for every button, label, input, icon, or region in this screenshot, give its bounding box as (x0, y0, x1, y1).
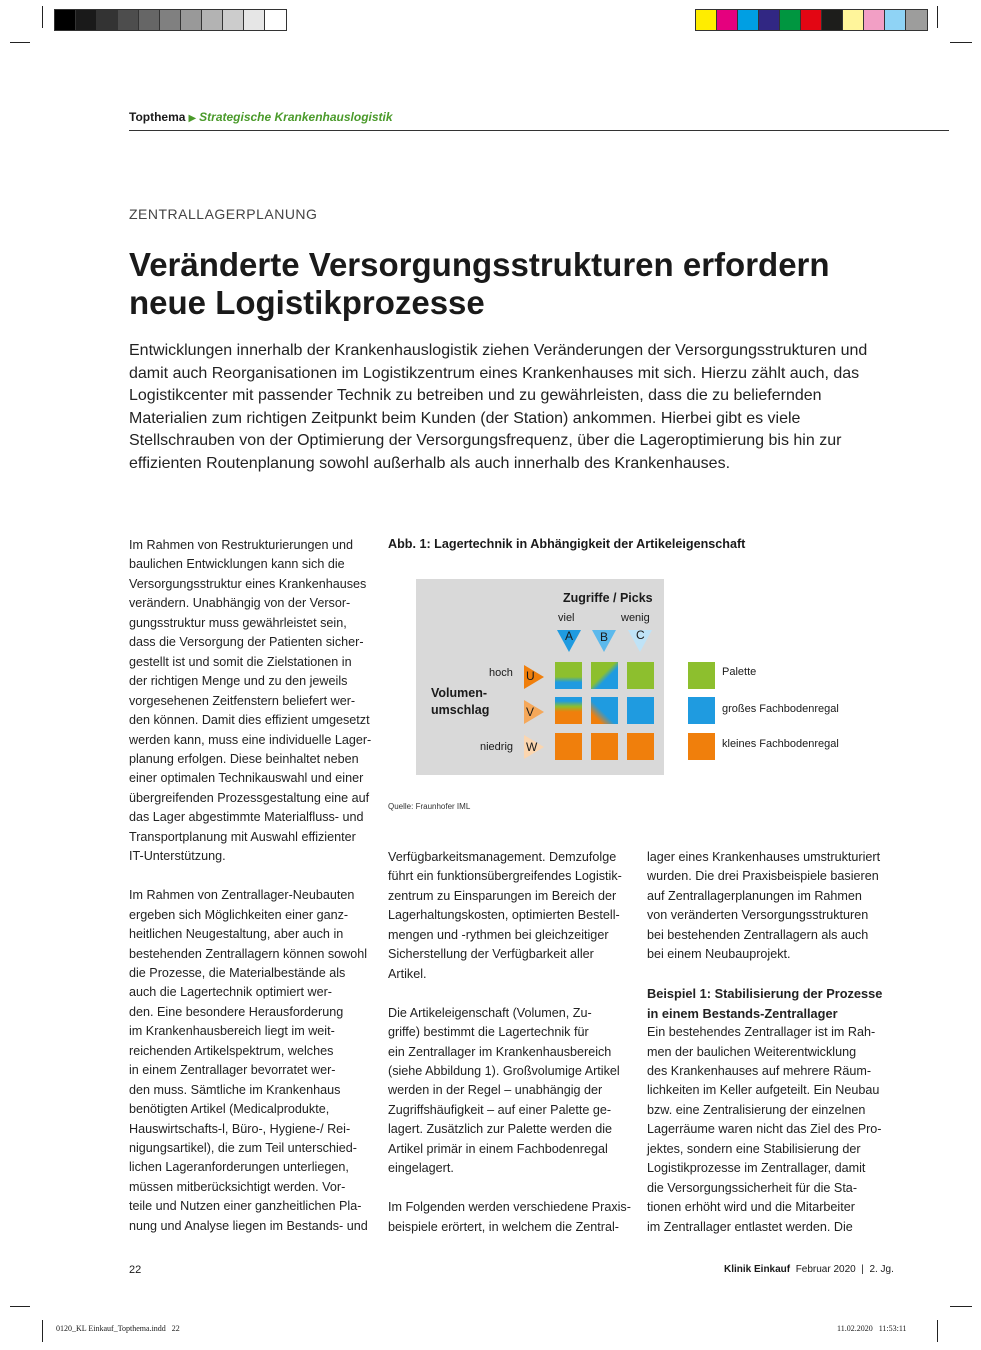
text-line: den können. Damit dies effizient umgesetzt (129, 713, 370, 728)
text-line: Lagerräume waren nicht das Ziel des Pro- (647, 1122, 882, 1137)
text-line: bei einem Neubauprojekt. (647, 947, 791, 962)
volume-label-line: umschlag (431, 703, 490, 717)
text-line: die Prozesse, die Materialbestände als (129, 965, 346, 980)
cell-v-b (591, 697, 618, 724)
text-line: nung und Analyse liegen im Bestands- und (129, 1218, 368, 1233)
text-line: die Versorgungssicherheit für die Sta- (647, 1180, 858, 1195)
text-line: müssen mitberücksichtigt werden. Vor- (129, 1179, 346, 1194)
volume-label-line: Volumen- (431, 686, 488, 700)
subsection-label: Strategische Krankenhauslogistik (199, 110, 393, 124)
text-line: den muss. Sämtliche im Krankenhaus (129, 1082, 341, 1097)
text-line: auch die Lagertechnik optimiert wer- (129, 985, 333, 1000)
section-label: Topthema (129, 110, 186, 124)
row-high-label: hoch (489, 667, 513, 679)
lead-paragraph: Entwicklungen innerhalb der Krankenhauslogistik ziehen Veränderungen der Versorgungsstrukturen und damit auch Reorganisationen im Logistikzentrum eines Krankenhauses mit sich. Hierzu zählt auch, das Logistikcenter mit passender Technik zu betreiben und zu gewährleisten, dass die zu beliefernden Materialien zum richtigen Zeitpunkt beim Kunden (der Station) ankommen. Hierbei gibt es viele Stellschrauben von der Optimierung der Versorgungsfrequenz, über die Lageroptimierung bis hin zur effizienten Routenplanung sowohl außerhalb als auch innerhalb des Krankenhauses. (129, 342, 868, 472)
text-line: planung erfolgen. Diese beinhaltet neben (129, 751, 359, 766)
text-line: benötigten Artikel (Medicalprodukte, (129, 1102, 330, 1117)
text-line: Artikel primär in einem Fachbodenregal (388, 1141, 608, 1156)
text-line: bestehenden Zentrallagern können sowohl (129, 946, 368, 961)
picks-many-label: viel (558, 612, 575, 624)
text-line: jektes, sondern eine Stabilisierung der (647, 1141, 861, 1156)
text-line: führt ein funktionsübergreifendes Logistik- (388, 869, 622, 884)
text-line: der richtigen Menge und zu den jeweils (129, 674, 348, 689)
text-line: lagert. Zusätzlich zur Palette werden die (388, 1122, 613, 1137)
text-line: bei bestehenden Zentrallagern als auch (647, 927, 869, 942)
text-line: verändern. Unabhängig von der Versor- (129, 596, 351, 611)
text-line: Transportplanung mit Auswahl effizienter (129, 829, 356, 844)
slug-date: 11.02.2020 11:53:11 (837, 1324, 907, 1333)
magazine-name: Klinik Einkauf (724, 1264, 791, 1275)
text-line: teile und Nutzen einer ganzheitlichen Pla- (129, 1199, 362, 1214)
slug-file: 0120_KL Einkauf_Topthema.indd 22 (56, 1324, 180, 1333)
text-line: werden kann, muss eine individuelle Lager- (129, 732, 372, 747)
legend-swatch-large-shelf (688, 697, 715, 724)
text-line: zentrum zu Einsparungen im Bereich der (388, 888, 617, 903)
row-low-label: niedrig (480, 741, 514, 753)
volume-label (431, 685, 489, 719)
text-line: mengen und -rythmen bei gleichzeitiger (388, 927, 609, 942)
cell-w-b (591, 733, 618, 760)
text-line: Logistikprozesse im Zentrallager, damit (647, 1161, 866, 1176)
text-line: vorgesehenen Zeitfenstern beliefert wer- (129, 693, 356, 708)
row-label-u: U (526, 669, 535, 683)
figure-source: Quelle: Fraunhofer IML (388, 802, 471, 811)
text-line: lichkeiten im Keller aufgeteilt. Ein Neubau (647, 1083, 880, 1098)
text-line: Zugriffshäufigkeit – auf einer Palette ge- (388, 1102, 612, 1117)
text-line: Ein bestehendes Zentrallager ist im Rah- (647, 1025, 876, 1040)
text-line: Lagerhaltungskosten, optimierten Bestell- (388, 908, 620, 923)
page-number: 22 (129, 1264, 142, 1276)
cell-u-c (627, 662, 654, 689)
text-line: heitlichen Neugestaltung, aber auch in (129, 927, 344, 942)
text-line: Im Rahmen von Zentrallager-Neubauten (129, 888, 355, 903)
text-line: lichen Lageranforderungen unterliegen, (129, 1160, 349, 1175)
text-line: Die Artikeleigenschaft (Volumen, Zu- (388, 1005, 592, 1020)
cell-w-a (555, 733, 582, 760)
text-line: nigungsartikel), die zum Teil unterschied- (129, 1141, 357, 1156)
text-line: eingelagert. (388, 1161, 454, 1176)
row-label-v: V (526, 705, 535, 719)
triangle-right-icon: ▶ (188, 113, 197, 124)
text-line: Artikel. (388, 966, 427, 981)
col-label-c: C (636, 628, 645, 642)
legend-swatch-palette (688, 662, 715, 689)
text-line: griffe) bestimmt die Lagertechnik für (388, 1025, 589, 1040)
text-line: dass die Versorgung der Patienten sicher- (129, 635, 364, 650)
text-line: gungsstruktur muss gewährleistet sein, (129, 615, 347, 630)
text-line: (siehe Abbildung 1). Großvolumige Artikel (388, 1063, 620, 1078)
text-line: auf Zentrallagerplanungen im Rahmen (647, 888, 862, 903)
text-line: Verfügbarkeitsmanagement. Demzufolge (388, 850, 617, 864)
picks-few-label: wenig (621, 612, 650, 624)
text-line: beispiele erörtert, in welchem die Zentral- (388, 1219, 619, 1234)
text-line: im Zentrallager entlastet werden. Die (647, 1219, 853, 1234)
title-line: Veränderte Versorgungsstrukturen erfordern (129, 246, 830, 283)
cell-v-a (555, 697, 582, 724)
text-line: ergeben sich Möglichkeiten einer ganz- (129, 907, 349, 922)
col-label-a: A (565, 629, 574, 643)
text-line: reichenden Artikelspektrum, welches (129, 1043, 334, 1058)
text-line: des Krankenhauses auf mehrere Räum- (647, 1063, 872, 1078)
text-line: wurden. Die drei Praxisbeispiele basieren (647, 869, 879, 884)
issue-info: Februar 2020 | 2. Jg. (795, 1264, 894, 1275)
cell-w-c (627, 733, 654, 760)
cell-u-a (555, 662, 582, 689)
text-line: lager eines Krankenhauses umstrukturiert (647, 850, 881, 864)
text-line: Versorgungsstruktur eines Krankenhauses (129, 576, 367, 591)
footer-publication (724, 1264, 894, 1275)
figure-title: Abb. 1: Lagertechnik in Abhängigkeit der Artikeleigenschaft (388, 537, 746, 551)
text-line: Im Rahmen von Restrukturierungen und (129, 538, 354, 552)
text-line: übergreifenden Prozessgestaltung eine auf (129, 790, 370, 805)
text-line: men der baulichen Weiterentwicklung (647, 1044, 857, 1059)
text-line: im Krankenhausbereich liegt im weit- (129, 1024, 335, 1039)
text-line: von veränderten Versorgungsstrukturen (647, 908, 869, 923)
legend-swatch-small-shelf (688, 733, 715, 760)
legend-label: kleines Fachbodenregal (722, 738, 839, 750)
picks-label: Zugriffe / Picks (563, 591, 653, 605)
kicker: ZENTRALLAGERPLANUNG (129, 206, 318, 222)
row-label-w: W (526, 740, 538, 754)
text-line: in einem Bestands-Zentrallager (647, 1005, 838, 1021)
cell-u-b (591, 662, 618, 689)
text-line: gestellt ist und somit die Zielstationen in (129, 654, 352, 669)
col-label-b: B (600, 630, 609, 644)
text-line: Beispiel 1: Stabilisierung der Prozesse (647, 986, 883, 1002)
legend-label: großes Fachbodenregal (722, 703, 839, 715)
text-line: IT-Unterstützung. (129, 849, 226, 864)
text-line: in einem Zentrallager bevorratet wer- (129, 1063, 336, 1078)
text-line: bzw. eine Zentralisierung der einzelnen (647, 1102, 866, 1117)
text-line: Sicherstellung der Verfügbarkeit aller (388, 947, 594, 962)
text-line: Hauswirtschafts-l, Büro-, Hygiene-/ Rei- (129, 1121, 351, 1136)
text-line: ein Zentrallager im Krankenhausbereich (388, 1044, 612, 1059)
title-line: neue Logistikprozesse (129, 284, 485, 321)
text-line: Im Folgenden werden verschiedene Praxis- (388, 1200, 631, 1215)
legend-label: Palette (722, 666, 757, 678)
text-line: werden in der Regel – unabhängig der (388, 1083, 603, 1098)
text-line: einer optimalen Technikauswahl und einer (129, 771, 364, 786)
text-line: den. Eine besondere Herausforderung (129, 1004, 344, 1019)
text-line: das Lager abgestimmte Materialfluss- und (129, 810, 364, 825)
text-line: baulichen Entwicklungen kann sich die (129, 557, 345, 572)
text-line: tionen erhöht wird und die Mitarbeiter (647, 1200, 855, 1215)
cell-v-c (627, 697, 654, 724)
